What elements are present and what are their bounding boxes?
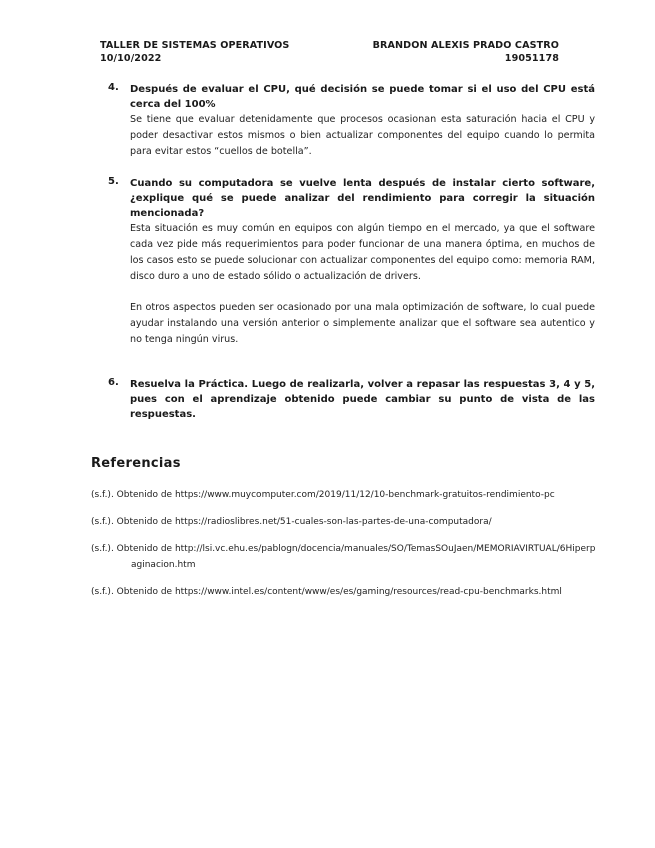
document-date: 10/10/2022 [100,53,162,64]
question-5 [108,176,595,348]
references-heading: Referencias [91,456,181,471]
reference-url[interactable]: http://lsi.vc.ehu.es/pablogn/docencia/manuales/SO/TemasSOuJaen/MEMORIAVIRTUAL/6Hiperpaginacion.htm [131,544,596,570]
answer-paragraph: Se tiene que evaluar detenidamente que procesos ocasionan esta saturación hacia el CPU y poder desactivar estos mismos o bien actualizar componentes del equipo cuando lo permita para evitar estos “cuellos de botella”. [130,114,595,157]
question-4 [108,82,595,160]
question-title: Después de evaluar el CPU, qué decisión se puede tomar si el uso del CPU está cerca del 100% [130,84,595,110]
answer-paragraph: Esta situación es muy común en equipos con algún tiempo en el mercado, ya que el software cada vez pide más requerimientos para poder funcionar de una manera óptima, en muchos de los casos esto se puede solucionar con actualizar componentes del equipo como: memoria RAM, disco duro a uno de estado sólido o actualización de drivers. [130,223,595,282]
reference-prefix: (s.f.). Obtenido de [91,490,175,500]
question-answer [130,221,595,348]
student-id: 19051178 [504,53,559,64]
answer-paragraph: En otros aspectos pueden ser ocasionado por una mala optimización de software, lo cual puede ayudar instalando una versión anterior o simplemente analizar que el software sea autentico y no tenga ningún virus. [130,302,595,345]
header-right [373,39,559,65]
question-6 [108,377,595,422]
reference-prefix: (s.f.). Obtenido de [91,587,175,597]
reference-prefix: (s.f.). Obtenido de [91,517,175,527]
question-number: 5. [108,176,119,187]
course-title: TALLER DE SISTEMAS OPERATIVOS [100,40,290,51]
reference-url[interactable]: https://radioslibres.net/51-cuales-son-las-partes-de-una-computadora/ [174,517,492,527]
reference-item [91,514,596,530]
question-answer [130,112,595,160]
question-number: 4. [108,82,119,93]
question-title: Cuando su computadora se vuelve lenta después de instalar cierto software, ¿explique qué se puede analizar del rendimiento para corregir la situación mencionada? [130,178,595,219]
reference-item [91,487,596,503]
reference-url[interactable]: https://www.intel.es/content/www/es/es/gaming/resources/read-cpu-benchmarks.html [174,587,562,597]
header-left [100,39,289,65]
question-number: 6. [108,377,119,388]
question-title: Resuelva la Práctica. Luego de realizarla, volver a repasar las respuestas 3, 4 y 5, pues con el aprendizaje obtenido puede cambiar su punto de vista de las respuestas. [130,379,595,420]
reference-url[interactable]: https://www.muycomputer.com/2019/11/12/10-benchmark-gratuitos-rendimiento-pc [174,490,555,500]
reference-item [91,541,596,573]
reference-item [91,584,596,600]
author-name: BRANDON ALEXIS PRADO CASTRO [372,40,559,51]
references-list [91,487,596,611]
reference-prefix: (s.f.). Obtenido de [91,544,175,554]
